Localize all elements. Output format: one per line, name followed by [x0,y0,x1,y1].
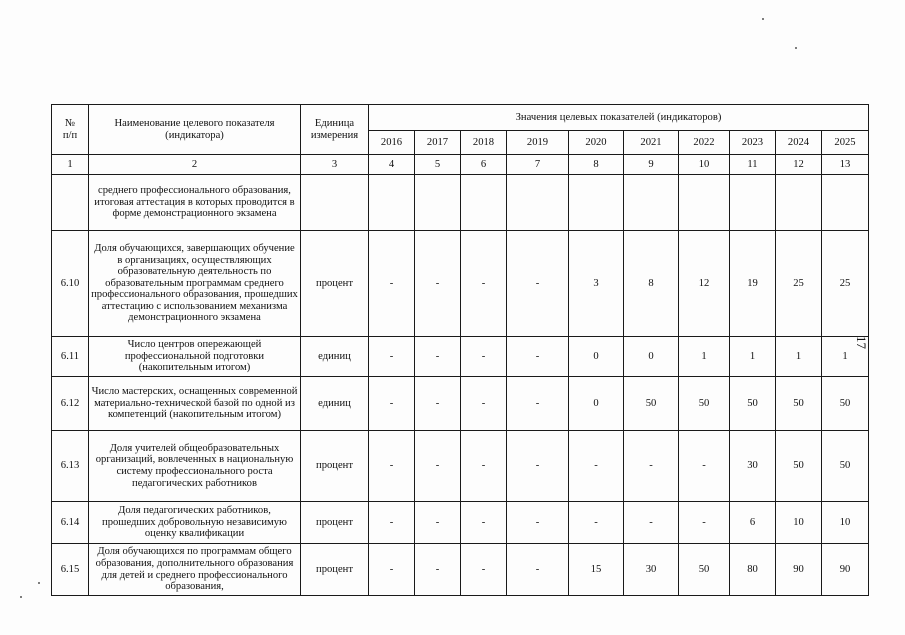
value-cell: 50 [822,431,869,502]
header-values-group: Значения целевых показателей (индикаторов) [369,105,869,131]
value-cell: 50 [822,377,869,431]
value-cell: 8 [624,231,679,337]
value-cell: 6 [730,502,776,544]
value-cell: 25 [822,231,869,337]
unit-cell: единиц [301,377,369,431]
column-number: 9 [624,155,679,175]
header-year: 2021 [624,131,679,155]
value-cell: - [461,431,507,502]
column-number: 7 [507,155,569,175]
value-cell: - [461,377,507,431]
column-number: 4 [369,155,415,175]
value-cell: 30 [730,431,776,502]
value-cell: - [369,337,415,377]
row-number [52,175,89,231]
column-number: 2 [89,155,301,175]
value-cell: - [369,377,415,431]
header-year: 2024 [776,131,822,155]
unit-cell: процент [301,502,369,544]
table-row [52,502,869,544]
table-row [52,377,869,431]
value-cell: 50 [679,377,730,431]
table-row [52,231,869,337]
scan-speck [795,47,797,49]
unit-cell: процент [301,231,369,337]
value-cell: 0 [569,337,624,377]
table-row [52,544,869,596]
row-number: 6.10 [52,231,89,337]
value-cell [822,175,869,231]
row-number: 6.12 [52,377,89,431]
value-cell [776,175,822,231]
value-cell: 0 [624,337,679,377]
value-cell: - [415,231,461,337]
value-cell: - [569,502,624,544]
value-cell [369,175,415,231]
value-cell: - [461,231,507,337]
value-cell: 3 [569,231,624,337]
value-cell: 90 [776,544,822,596]
value-cell: 0 [569,377,624,431]
value-cell: - [507,231,569,337]
indicator-name: Доля обучающихся по программам общего образования, дополнительного образования для детей и среднего профессионального образования, [89,544,301,596]
value-cell: - [507,544,569,596]
header-unit: Единица измерения [301,105,369,155]
value-cell: - [461,544,507,596]
indicator-name: Доля педагогических работников, прошедших добровольную независимую оценку квалификации [89,502,301,544]
indicator-name: Число центров опережающей профессиональной подготовки (накопительным итогом) [89,337,301,377]
value-cell: - [507,377,569,431]
column-number: 5 [415,155,461,175]
value-cell: - [624,431,679,502]
value-cell: - [569,431,624,502]
header-year: 2018 [461,131,507,155]
unit-cell: процент [301,431,369,502]
value-cell: 30 [624,544,679,596]
scan-speck [762,18,764,20]
value-cell [569,175,624,231]
table-row [52,175,869,231]
header-year: 2022 [679,131,730,155]
indicators-table [51,104,869,596]
table-row [52,337,869,377]
value-cell: - [415,502,461,544]
value-cell: 1 [730,337,776,377]
scan-speck [38,582,40,584]
header-year: 2023 [730,131,776,155]
value-cell [624,175,679,231]
value-cell: - [369,544,415,596]
indicator-name: Доля обучающихся, завершающих обучение в организациях, осуществляющих образовательную деятельность по образовательным программам среднего профессионального образования, прошедших аттестацию с использованием механизма демонстрационного экзамена [89,231,301,337]
column-number: 10 [679,155,730,175]
column-number: 6 [461,155,507,175]
value-cell: - [369,502,415,544]
value-cell: 10 [776,502,822,544]
value-cell: - [415,544,461,596]
column-number: 13 [822,155,869,175]
header-year: 2025 [822,131,869,155]
row-number: 6.13 [52,431,89,502]
header-year: 2017 [415,131,461,155]
value-cell: - [461,502,507,544]
value-cell: 19 [730,231,776,337]
value-cell: - [369,431,415,502]
value-cell: 50 [679,544,730,596]
unit-cell: единиц [301,337,369,377]
indicator-name: Доля учителей общеобразовательных организаций, вовлеченных в национальную систему профессионального роста педагогических работников [89,431,301,502]
scan-speck [20,596,22,598]
value-cell: 50 [776,431,822,502]
value-cell: 12 [679,231,730,337]
value-cell: - [679,502,730,544]
column-number: 11 [730,155,776,175]
value-cell: - [624,502,679,544]
value-cell: 1 [822,337,869,377]
value-cell: 1 [776,337,822,377]
table-row [52,431,869,502]
unit-cell: процент [301,544,369,596]
header-name: Наименование целевого показателя (индикатора) [89,105,301,155]
value-cell: 50 [730,377,776,431]
column-number: 8 [569,155,624,175]
value-cell: - [415,377,461,431]
value-cell: 80 [730,544,776,596]
value-cell: - [507,431,569,502]
unit-cell [301,175,369,231]
value-cell: - [415,337,461,377]
value-cell: - [461,337,507,377]
header-num: № п/п [52,105,89,155]
indicator-name: среднего профессионального образования, итоговая аттестация в которых проводится в форме демонстрационного экзамена [89,175,301,231]
value-cell: 10 [822,502,869,544]
value-cell: 15 [569,544,624,596]
value-cell: - [679,431,730,502]
indicator-name: Число мастерских, оснащенных современной материально-технической базой по одной из компетенций (накопительным итогом) [89,377,301,431]
value-cell [461,175,507,231]
column-number: 12 [776,155,822,175]
value-cell: - [415,431,461,502]
header-year: 2020 [569,131,624,155]
value-cell: 1 [679,337,730,377]
header-year: 2016 [369,131,415,155]
value-cell: 90 [822,544,869,596]
value-cell: - [507,337,569,377]
value-cell [679,175,730,231]
value-cell: - [369,231,415,337]
column-number: 3 [301,155,369,175]
row-number: 6.11 [52,337,89,377]
value-cell: 25 [776,231,822,337]
row-number: 6.15 [52,544,89,596]
value-cell: 50 [776,377,822,431]
value-cell: 50 [624,377,679,431]
value-cell [730,175,776,231]
column-number: 1 [52,155,89,175]
value-cell: - [507,502,569,544]
header-year: 2019 [507,131,569,155]
value-cell [507,175,569,231]
page-number: 17 [854,336,869,349]
value-cell [415,175,461,231]
row-number: 6.14 [52,502,89,544]
